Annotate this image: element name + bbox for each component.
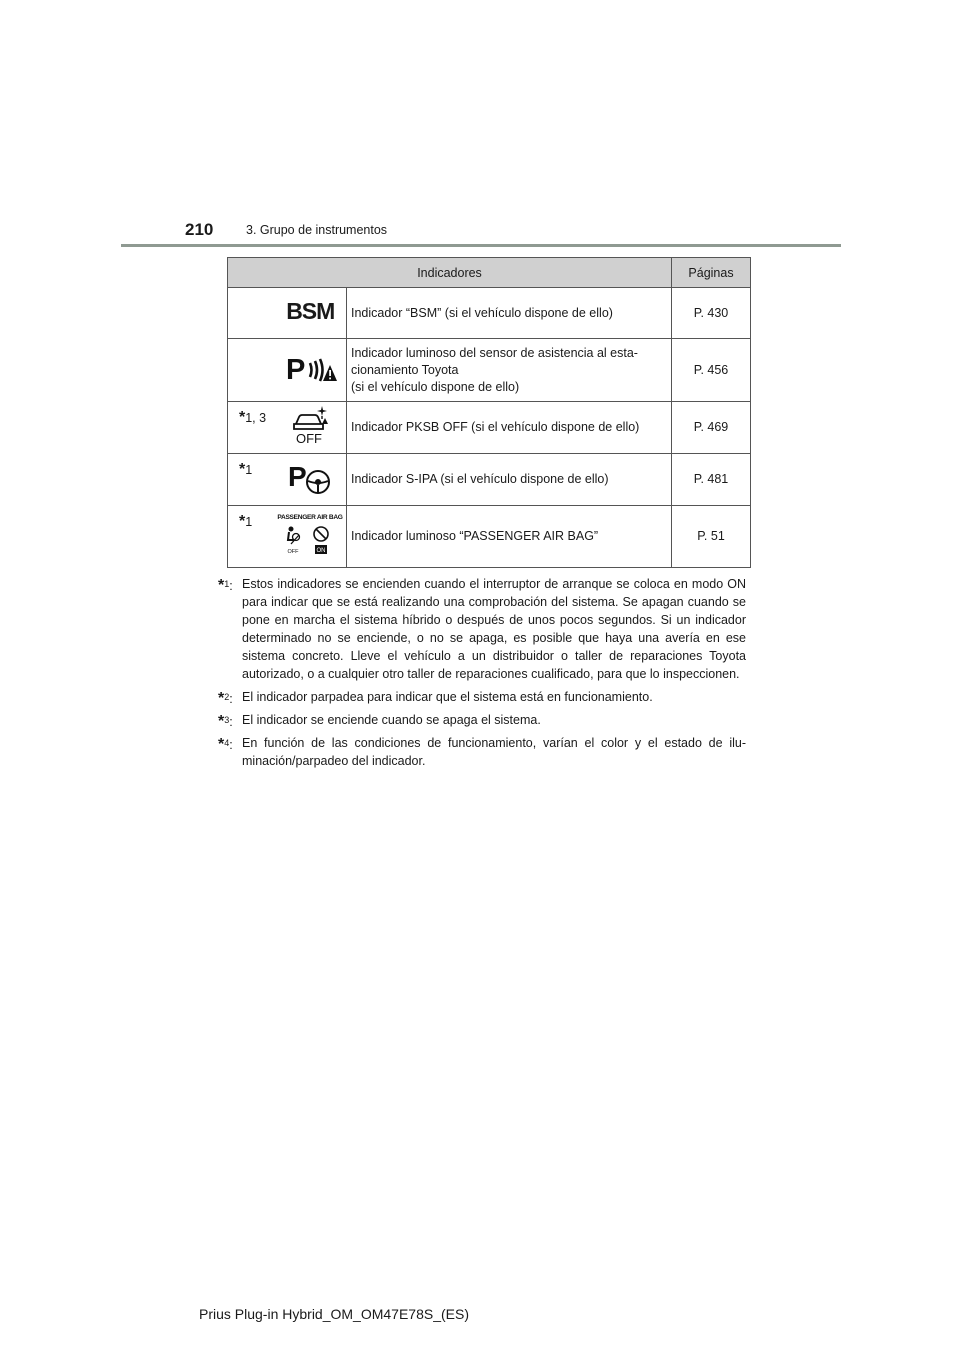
row-mark: *1 bbox=[228, 506, 275, 568]
footnote-ref: 1 bbox=[245, 515, 253, 529]
footnote-text: El indicador parpadea para indicar que el sistema está en funcionamiento. bbox=[242, 690, 653, 704]
row-description: Indicador “BSM” (si el vehículo dispone de ello) bbox=[347, 288, 672, 339]
footnote-3 bbox=[218, 711, 746, 729]
footnote-4 bbox=[218, 734, 746, 770]
s-ipa-icon bbox=[275, 454, 347, 506]
page-number: 210 bbox=[185, 220, 214, 239]
table-row bbox=[228, 288, 751, 339]
row-description: Indicador S-IPA (si el vehículo dispone de ello) bbox=[347, 454, 672, 506]
footnote-text: Estos indicadores se encienden cuando el interruptor de arranque se coloca en modo ON para indicar que se está realizando una comprobación del sistema. Se apagan cuando se pone en marcha el sistema híbrido o después de unos pocos segundos. Si un indicador determinado no se enciende, o no se apaga, es posible que haya una avería en ese sistema concreto. Lleve el vehículo a un distribuidor o taller de reparaciones Toyota autorizado, o a cualquier otro taller de reparaciones cualificado, para que lo inspeccionen. bbox=[242, 577, 746, 681]
header-divider bbox=[121, 244, 841, 247]
description-line: (si el vehículo dispone de ello) bbox=[351, 379, 520, 394]
table-row bbox=[228, 402, 751, 454]
row-page: P. 51 bbox=[672, 506, 751, 568]
pksb-off-text: OFF bbox=[296, 431, 323, 446]
row-description bbox=[347, 339, 672, 402]
footnote-marker: *$^3$: bbox=[218, 713, 233, 730]
footnote-1 bbox=[218, 575, 746, 683]
footnote-2 bbox=[218, 688, 746, 706]
bsm-indicator-icon bbox=[275, 288, 347, 339]
s-ipa-letter: P bbox=[288, 461, 307, 492]
footnote-text: El indicador se enciende cuando se apaga el sistema. bbox=[242, 713, 541, 727]
table-row bbox=[228, 454, 751, 506]
row-mark bbox=[228, 339, 275, 402]
row-page: P. 469 bbox=[672, 402, 751, 454]
description-line: cionamiento Toyota bbox=[351, 362, 459, 377]
airbag-off-text: OFF bbox=[287, 549, 299, 555]
table-row bbox=[228, 339, 751, 402]
footnotes bbox=[218, 575, 746, 775]
row-mark: *1 bbox=[228, 454, 275, 506]
header-indicators: Indicadores bbox=[228, 258, 672, 288]
footnote-ref: 1 bbox=[245, 463, 253, 477]
airbag-label: PASSENGER AIR BAG bbox=[277, 514, 343, 521]
bsm-icon-text: BSM bbox=[286, 297, 335, 324]
pksb-off-icon bbox=[275, 402, 347, 454]
row-description: Indicador PKSB OFF (si el vehículo dispone de ello) bbox=[347, 402, 672, 454]
header-pages: Páginas bbox=[672, 258, 751, 288]
row-page: P. 481 bbox=[672, 454, 751, 506]
airbag-on-text: ON bbox=[316, 548, 326, 554]
document-footer: Prius Plug-in Hybrid_OM_OM47E78S_(ES) bbox=[199, 1306, 469, 1322]
section-title: 3. Grupo de instrumentos bbox=[246, 223, 388, 237]
row-page: P. 430 bbox=[672, 288, 751, 339]
description-line: Indicador luminoso del sensor de asistencia al esta- bbox=[351, 345, 638, 360]
parking-sensor-icon bbox=[275, 339, 347, 402]
row-description: Indicador luminoso “PASSENGER AIR BAG” bbox=[347, 506, 672, 568]
indicators-table bbox=[227, 257, 751, 568]
footnote-marker: *$^1$: bbox=[218, 577, 233, 594]
parking-sensor-letter: P bbox=[286, 353, 306, 385]
footnote-marker: *$^2$: bbox=[218, 690, 233, 707]
passenger-airbag-icon bbox=[275, 506, 347, 568]
row-mark: *1, 3 bbox=[228, 402, 275, 454]
footnote-ref: 1, 3 bbox=[245, 411, 267, 425]
table-row bbox=[228, 506, 751, 568]
footnote-marker: *$^4$: bbox=[218, 736, 233, 753]
row-mark bbox=[228, 288, 275, 339]
table-header-row bbox=[228, 258, 751, 288]
row-page: P. 456 bbox=[672, 339, 751, 402]
footnote-text: En función de las condiciones de funcionamiento, varían el color y el estado de ilu-minación/parpadeo del indicador. bbox=[242, 736, 746, 768]
